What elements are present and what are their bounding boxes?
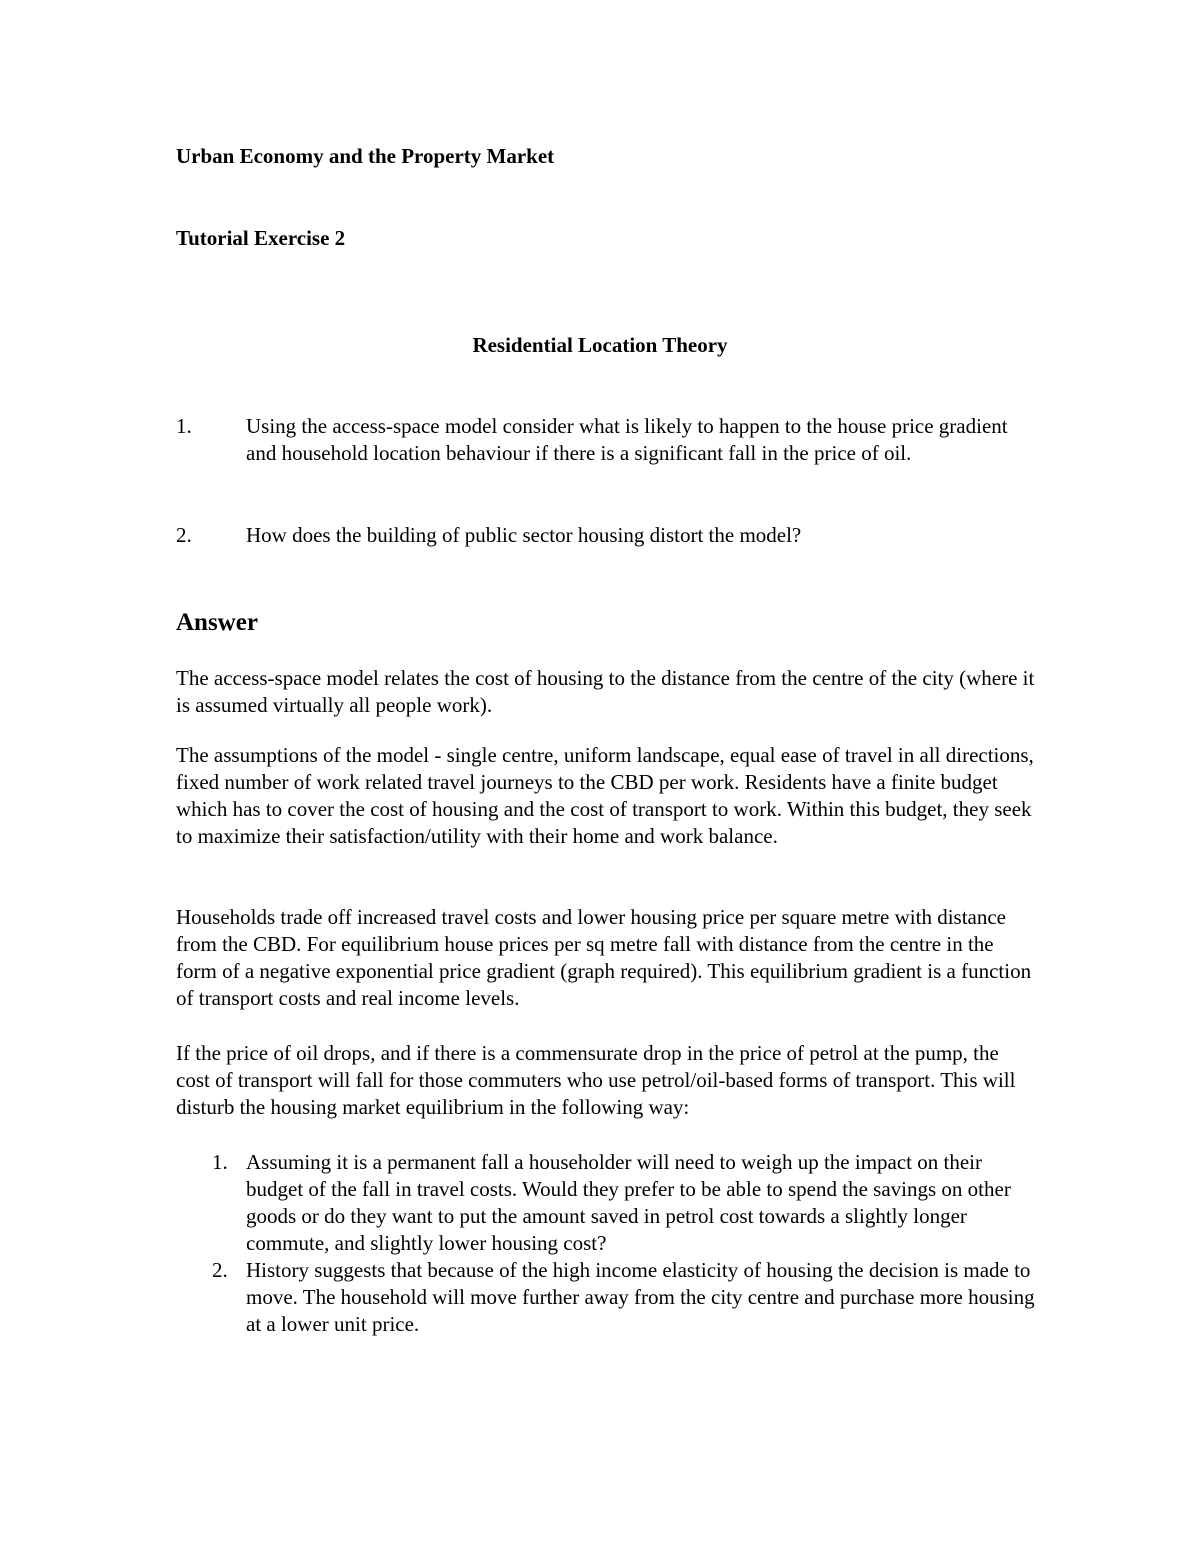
list-item-text: History suggests that because of the high income elasticity of housing the decision is made to move. The household will move further away from the city centre and purchase more housing at a lower unit price. [246,1258,1035,1336]
answer-paragraph: If the price of oil drops, and if there is a commensurate drop in the price of petrol at the pump, the cost of transport will fall for those commuters who use petrol/oil-based forms of transport. This will disturb the housing market equilibrium in the following way: [176,1041,1016,1119]
list-item-text: Assuming it is a permanent fall a householder will need to weigh up the impact on their budget of the fall in travel costs. Would they prefer to be able to spend the savings on other goods or do they want to put the amount saved in petrol cost towards a slightly longer commute, and slightly lower housing cost? [246,1150,1011,1255]
list-item-number: 1. [212,1150,228,1174]
answer-heading: Answer [176,609,258,636]
list-item-number: 2. [212,1258,228,1282]
section-title: Residential Location Theory [472,333,728,357]
question-number: 2. [176,523,192,547]
question-text: How does the building of public sector housing distort the model? [246,523,802,547]
answer-paragraph: The access-space model relates the cost of housing to the distance from the centre of the city (where it is assumed virtually all people work). [176,666,1035,717]
course-title: Urban Economy and the Property Market [176,144,555,168]
answer-paragraph: The assumptions of the model - single centre, uniform landscape, equal ease of travel in all directions, fixed number of work related travel journeys to the CBD per work. Residents have a finite budget which has to cover the cost of housing and the cost of transport to work. Within this budget, they seek to maximize their satisfaction/utility with their home and work balance. [176,743,1034,848]
answer-paragraph: Households trade off increased travel costs and lower housing price per square metre with distance from the CBD. For equilibrium house prices per sq metre fall with distance from the centre in the form of a negative exponential price gradient (graph required). This equilibrium gradient is a function of transport costs and real income levels. [176,905,1032,1010]
exercise-title: Tutorial Exercise 2 [176,226,346,250]
question-number: 1. [176,414,192,438]
question-text: Using the access-space model consider what is likely to happen to the house price gradient and household location behaviour if there is a significant fall in the price of oil. [246,414,1008,465]
